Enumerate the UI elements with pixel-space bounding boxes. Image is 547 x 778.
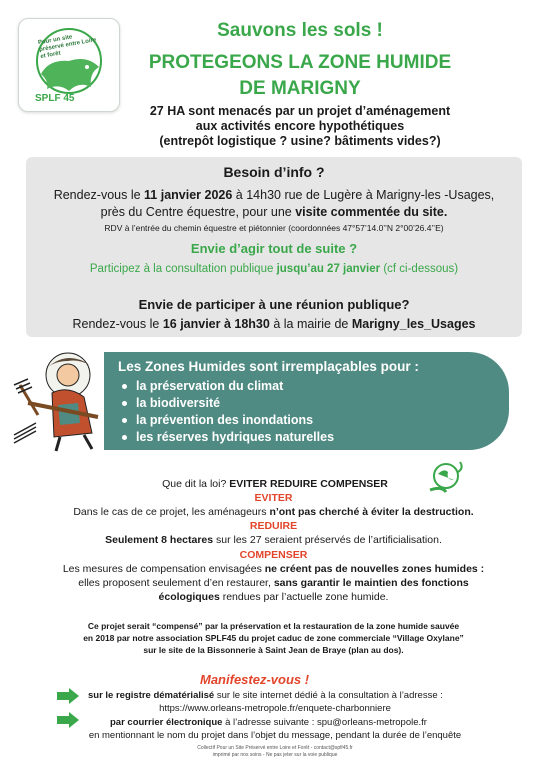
- logo-circle-text: Pour un site préservé entre Loire et forêt: [37, 34, 97, 61]
- wetlands-title: Les Zones Humides sont irremplaçables pour :: [118, 359, 419, 374]
- project-line1: Ce projet serait “compensé” par la préservation et la restauration de la zone humide sauvée: [87, 621, 460, 631]
- wetlands-item-label: la préservation du climat: [136, 379, 284, 393]
- compenser-line2: [0, 577, 547, 590]
- rdv-coordinates: RDV à l’entrée du chemin équestre et piétonnier (coordonnées 47°57’14.0’’N 2°00’26.4’’E): [104, 223, 444, 233]
- comp2-a: elles proposent seulement d’en restaurer,: [78, 577, 274, 589]
- rdv-line2: [26, 204, 522, 220]
- project-note: [0, 620, 547, 656]
- act-deadline: jusqu’au 27 janvier: [276, 263, 381, 275]
- info-box: [26, 157, 522, 337]
- act-ref: (cf ci-dessous): [380, 263, 459, 275]
- compenser-line3: [0, 591, 547, 604]
- rdv-date: 11 janvier 2026: [144, 188, 233, 202]
- law-question-text: Que dit la loi?: [162, 478, 230, 490]
- comp1-b: ne créent pas de nouvelles zones humides :: [264, 563, 485, 575]
- register-line: [88, 690, 508, 702]
- headline-main: [120, 50, 480, 102]
- eviter-label: EVITER: [254, 492, 293, 504]
- eviter-text-b: n’ont pas cherché à éviter la destruction.: [269, 506, 474, 518]
- wetlands-item-label: la biodiversité: [136, 396, 221, 410]
- compenser-label: COMPENSER: [239, 549, 308, 561]
- reduire-text-a: Seulement 8 hectares: [105, 534, 214, 546]
- compenser-line1: [0, 563, 547, 576]
- register-text: sur le site internet dédié à la consultation à l’adresse :: [214, 690, 443, 701]
- act-text: Participez à la consultation publique: [89, 263, 277, 275]
- globe-leaf-icon: [424, 456, 468, 496]
- headline-line2: PROTEGEONS LA ZONE HUMIDE: [148, 52, 452, 73]
- act-line: [26, 261, 522, 277]
- email-line: [110, 717, 530, 729]
- comp2-b: sans garantir le maintien des fonctions: [273, 577, 469, 589]
- act-title: Envie d’agir tout de suite ?: [190, 241, 358, 256]
- rdv-line1: [26, 187, 522, 203]
- meet-place: Marigny_les_Usages: [351, 317, 476, 331]
- arrow-right-icon: [57, 688, 79, 704]
- comp1-a: Les mesures de compensation envisagées: [62, 563, 265, 575]
- footer-line1: Collectif Pour un Site Préservé entre Loire et Forêt - contact@splf45.fr: [197, 745, 353, 751]
- rdv2-visit: visite commentée du site.: [295, 205, 448, 219]
- wetlands-item: [122, 378, 334, 395]
- wetlands-list: [122, 378, 334, 446]
- wetlands-box: [104, 352, 509, 450]
- comp3-b: rendues par l’actuelle zone humide.: [219, 591, 389, 603]
- email-label: par courrier électronique: [110, 717, 223, 728]
- rdv2-text: près du Centre équestre, pour une: [100, 205, 296, 219]
- email-instructions: en mentionnant le nom du projet dans l’objet du message, pendant la durée de l’enquête: [88, 730, 462, 741]
- arrow-right-icon: [57, 712, 79, 728]
- wetlands-item: [122, 395, 334, 412]
- info-title: Besoin d’info ?: [223, 164, 325, 180]
- project-line2: en 2018 par notre association SPLF45 du projet caduc de zone commerciale “Village Oxylane”: [83, 633, 464, 643]
- wetlands-item: [122, 429, 334, 446]
- meet-title: Envie de participer à une réunion publique?: [138, 297, 410, 312]
- intro-line1: 27 HA sont menacés par un projet d’aménagement: [149, 104, 451, 118]
- email-address[interactable]: à l’adresse suivante : spu@orleans-metropole.fr: [222, 717, 427, 728]
- meet-date: 16 janvier à 18h30: [162, 317, 270, 331]
- rdv-text: Rendez-vous le: [53, 188, 145, 202]
- reduire-text: [0, 534, 547, 547]
- eviter-text-a: Dans le cas de ce projet, les aménageurs: [73, 506, 270, 518]
- register-url[interactable]: https://www.orleans-metropole.fr/enquete-charbonniere: [159, 703, 391, 714]
- meet-text: Rendez-vous le: [72, 317, 163, 331]
- law-question: [100, 478, 450, 491]
- eviter-text: [0, 506, 547, 519]
- action-title: Manifestez-vous !: [200, 672, 310, 687]
- reduire-label: REDUIRE: [249, 520, 298, 532]
- law-question-keywords: EVITER REDUIRE COMPENSER: [229, 478, 388, 490]
- wetlands-item-label: la prévention des inondations: [136, 413, 314, 427]
- project-line3: sur le site de la Bissonnerie à Saint Jean de Braye (plan au dos).: [143, 645, 404, 655]
- footer-line2: imprimé par nos soins - Ne pas jeter sur la voie publique: [212, 752, 338, 758]
- register-label: sur le registre dématérialisé: [88, 690, 215, 701]
- meet-line: [26, 316, 522, 332]
- gardener-illustration-icon: [8, 345, 118, 455]
- wetlands-item-label: les réserves hydriques naturelles: [136, 430, 335, 444]
- comp3-a: écologiques: [158, 591, 220, 603]
- headline-line1: Sauvons les sols !: [217, 20, 383, 41]
- reduire-text-b: sur les 27 seraient préservés de l’artificialisation.: [213, 534, 442, 546]
- splf45-logo: [18, 18, 120, 112]
- headline-line3: DE MARIGNY: [239, 78, 361, 99]
- intro-line2: aux activités encore hypothétiques: [195, 119, 405, 133]
- meet-place-text: à la mairie de: [269, 317, 352, 331]
- logo-name: SPLF 45: [35, 93, 75, 104]
- intro-text: [110, 104, 490, 149]
- rdv-place: à 14h30 rue de Lugère à Marigny-les -Usages,: [232, 188, 495, 202]
- wetlands-item: [122, 412, 334, 429]
- intro-line3: (entrepôt logistique ? usine? bâtiments vides?): [159, 134, 441, 148]
- green-bird-cutout-icon: [41, 59, 99, 91]
